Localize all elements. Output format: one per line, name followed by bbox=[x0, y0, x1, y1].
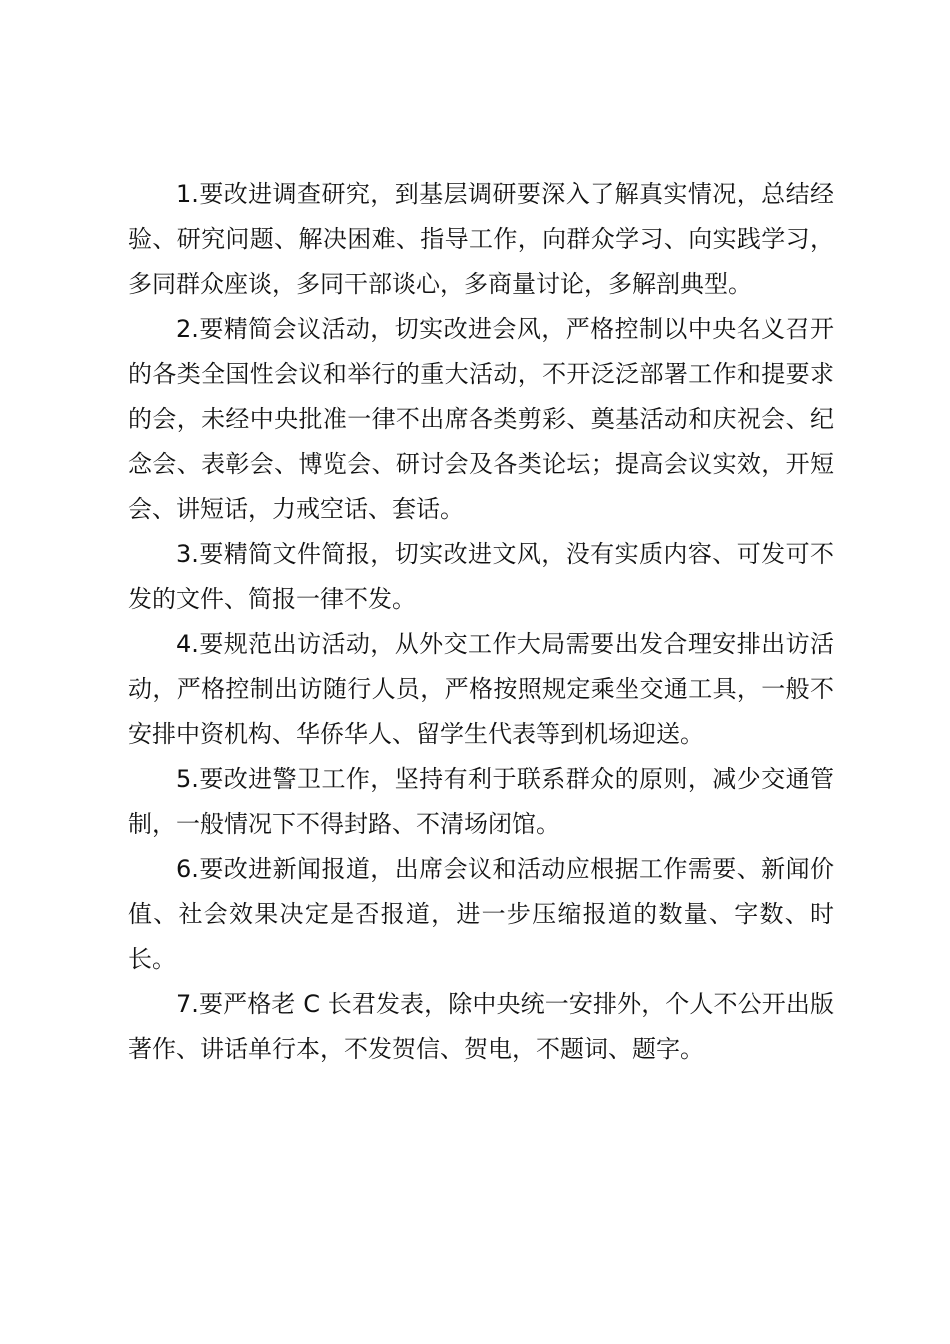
paragraph-2: 2.要精简会议活动，切实改进会风，严格控制以中央名义召开的各类全国性会议和举行的重大活动，不开泛泛部署工作和提要求的会，未经中央批准一律不出席各类剪彩、奠基活动和庆祝会、纪念会、表彰会、博览会、研讨会及各类论坛；提高会议实效，开短会、讲短话，力戒空话、套话。 bbox=[128, 315, 834, 523]
paragraph-4: 4.要规范出访活动，从外交工作大局需要出发合理安排出访活动，严格控制出访随行人员，严格按照规定乘坐交通工具，一般不安排中资机构、华侨华人、留学生代表等到机场迎送。 bbox=[128, 630, 834, 748]
paragraph-6: 6.要改进新闻报道，出席会议和活动应根据工作需要、新闻价值、社会效果决定是否报道，进一步压缩报道的数量、字数、时长。 bbox=[128, 855, 834, 973]
paragraph-3: 3.要精简文件简报，切实改进文风，没有实质内容、可发可不发的文件、简报一律不发。 bbox=[128, 540, 834, 613]
document-body bbox=[128, 172, 834, 1072]
paragraph-1: 1.要改进调查研究，到基层调研要深入了解真实情况，总结经验、研究问题、解决困难、指导工作，向群众学习、向实践学习，多同群众座谈，多同干部谈心，多商量讨论，多解剖典型。 bbox=[128, 180, 834, 298]
paragraph-5: 5.要改进警卫工作，坚持有利于联系群众的原则，减少交通管制，一般情况下不得封路、不清场闭馆。 bbox=[128, 765, 834, 838]
paragraph-7: 7.要严格老 C 长君发表，除中央统一安排外，个人不公开出版著作、讲话单行本，不发贺信、贺电，不题词、题字。 bbox=[128, 990, 834, 1063]
